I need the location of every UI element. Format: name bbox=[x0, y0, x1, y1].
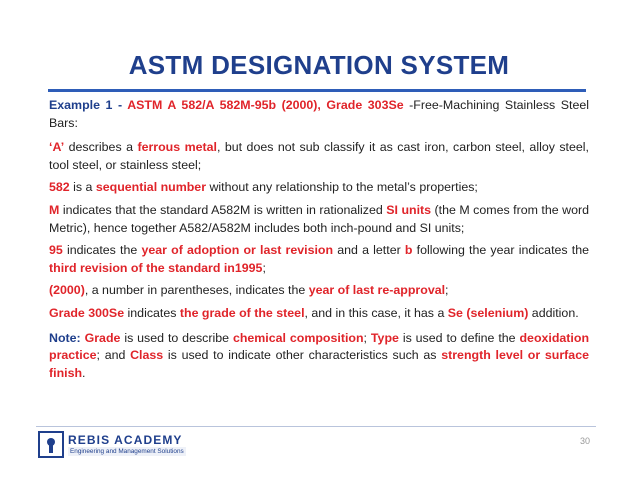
text: . bbox=[82, 365, 86, 380]
highlight: b bbox=[404, 243, 413, 258]
text: , but does not sub classify it as cast iron, carbon steel, alloy steel, tool steel, or stainless steel; bbox=[49, 140, 589, 172]
text: , a number in parentheses, indicates the bbox=[84, 283, 309, 298]
text: is used to define the bbox=[398, 330, 520, 345]
paragraph-note bbox=[49, 330, 589, 383]
text: without any relationship to the metal’s properties; bbox=[206, 180, 478, 195]
text: - bbox=[112, 98, 128, 112]
text: and a letter bbox=[333, 243, 405, 258]
paragraph-95 bbox=[49, 242, 589, 277]
highlight: ferrous metal bbox=[137, 140, 217, 155]
slide-body bbox=[49, 97, 589, 387]
highlight: ‘A’ bbox=[49, 140, 65, 155]
highlight: 582 bbox=[49, 180, 70, 195]
text: is a bbox=[69, 180, 96, 195]
text: (the M comes from the word Metric), hence together A582/A582M includes both inch-pound and SI units; bbox=[49, 202, 589, 235]
highlight: SI units bbox=[386, 202, 432, 217]
paragraph-example bbox=[49, 97, 589, 132]
highlight: strength level or surface finish bbox=[49, 348, 589, 380]
text: is used to indicate other characteristics such as bbox=[163, 348, 442, 363]
footer-divider bbox=[36, 426, 596, 427]
example-label: Example 1 bbox=[49, 98, 113, 112]
text: -Free-Machining Stainless Steel Bars: bbox=[49, 98, 590, 130]
text: ; bbox=[445, 283, 449, 298]
title-underline bbox=[48, 89, 586, 92]
highlight: Class bbox=[130, 348, 164, 363]
highlight: 95 bbox=[49, 243, 63, 258]
text: describes a bbox=[64, 140, 138, 155]
text: following the year indicates the bbox=[412, 243, 589, 258]
text: indicates bbox=[124, 305, 180, 320]
highlight: (2000) bbox=[49, 283, 85, 298]
highlight: M bbox=[49, 202, 60, 217]
highlight: Grade 300Se bbox=[49, 305, 125, 320]
text: addition. bbox=[528, 305, 579, 320]
paragraph-a bbox=[49, 139, 589, 174]
note-label: Note: bbox=[49, 330, 81, 345]
highlight: year of last re-approval bbox=[308, 283, 446, 298]
text: ; bbox=[363, 330, 371, 345]
highlight: sequential number bbox=[95, 180, 207, 195]
paragraph-m bbox=[49, 202, 589, 237]
paragraph-grade bbox=[49, 305, 589, 323]
highlight: the grade of the steel bbox=[179, 305, 305, 320]
company-logo bbox=[38, 431, 186, 458]
logo-name: REBIS ACADEMY bbox=[68, 433, 183, 447]
highlight: deoxidation practice bbox=[49, 330, 590, 363]
logo-text bbox=[68, 431, 186, 458]
text: , and in this case, it has a bbox=[304, 305, 448, 320]
paragraph-2000 bbox=[49, 282, 589, 300]
text: ; bbox=[262, 260, 266, 275]
highlight: year of adoption or last revision bbox=[141, 243, 334, 258]
keyhole-icon bbox=[38, 431, 64, 458]
page-number: 30 bbox=[579, 436, 590, 446]
text: indicates the bbox=[62, 243, 142, 258]
highlight: chemical composition bbox=[232, 330, 364, 345]
paragraph-582 bbox=[49, 179, 589, 197]
designation-example: ASTM A 582/A 582M-95b (2000), Grade 303Se bbox=[127, 98, 404, 112]
highlight: Type bbox=[370, 330, 399, 345]
text: indicates that the standard A582M is written in rationalized bbox=[59, 202, 387, 217]
logo-tagline: Engineering and Management Solutions bbox=[70, 448, 184, 455]
highlight: Grade bbox=[84, 330, 121, 345]
text: is used to describe bbox=[120, 330, 233, 345]
text: ; and bbox=[96, 348, 131, 363]
slide-title: ASTM DESIGNATION SYSTEM bbox=[128, 50, 510, 80]
highlight: third revision of the standard in1995 bbox=[49, 260, 263, 275]
highlight: Se (selenium) bbox=[447, 305, 529, 320]
